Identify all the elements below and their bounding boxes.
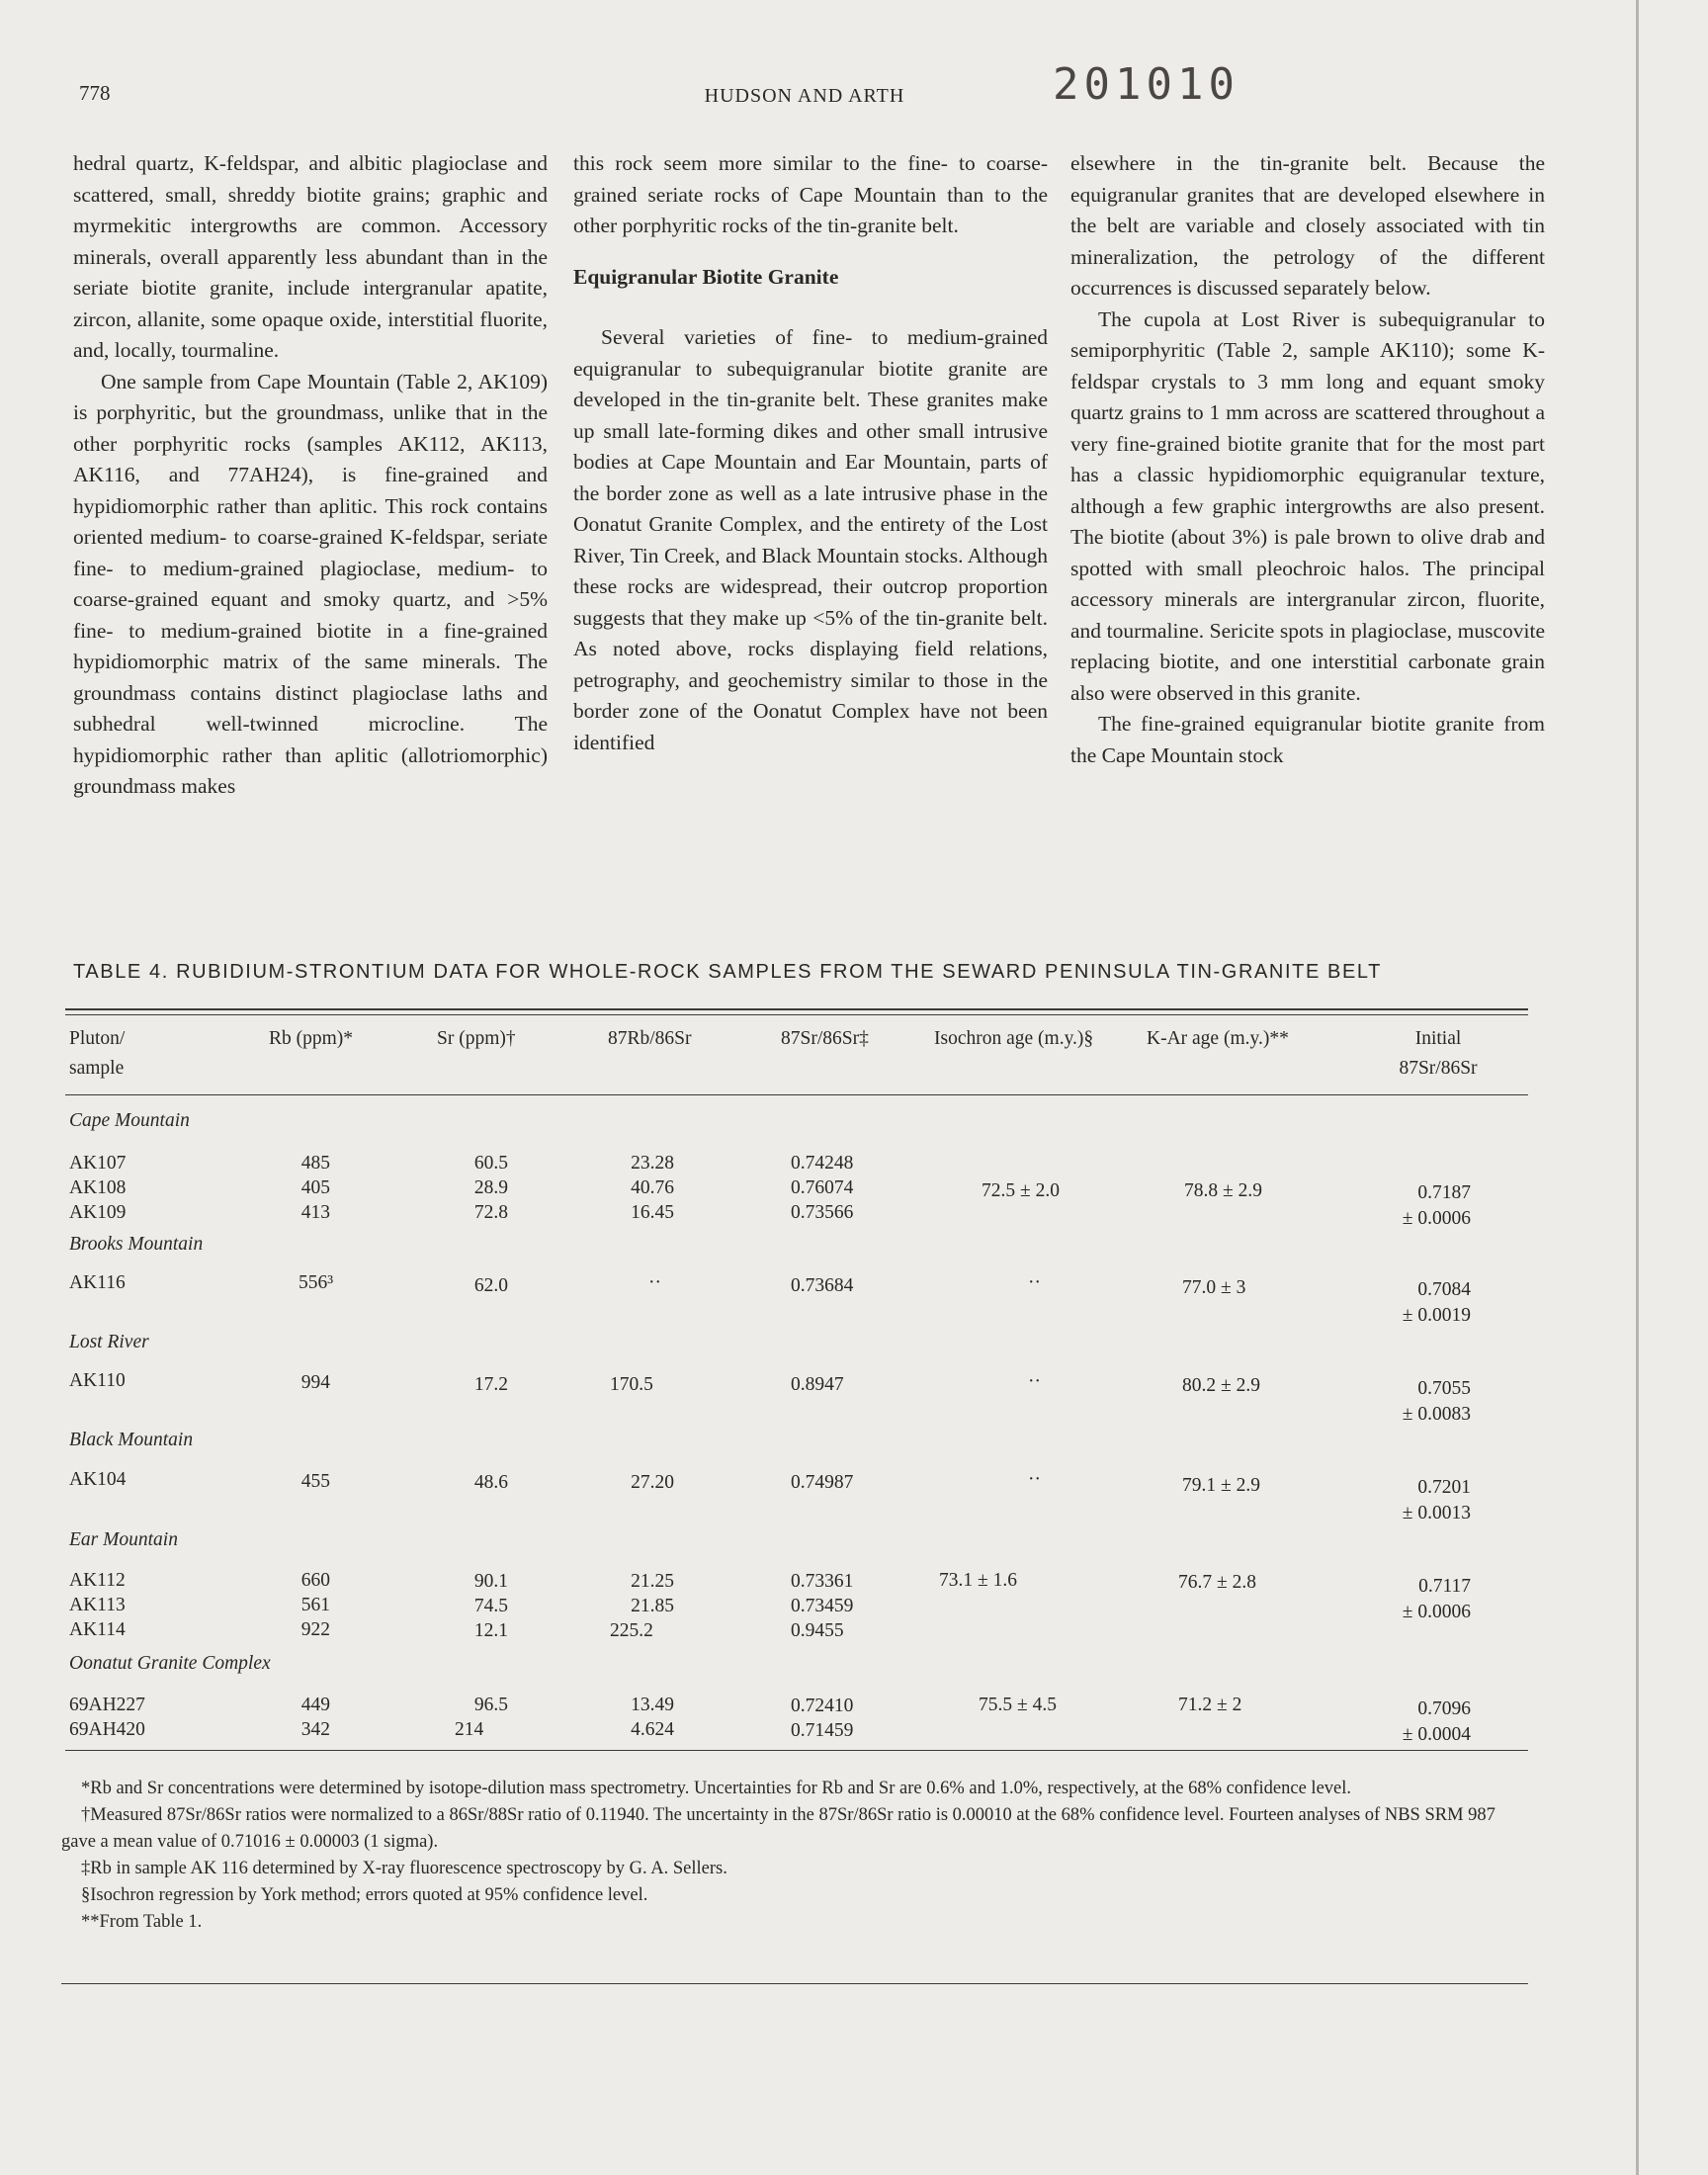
- table-footnotes: [61, 1776, 1524, 1936]
- table-bottom-rule: [65, 1750, 1528, 1751]
- iso-oonatut: 75.5 ± 4.5: [979, 1695, 1057, 1715]
- paragraph: elsewhere in the tin-granite belt. Because the equigranular granites that are developed elsewhere in the belt are variable and closely associated with tin mineralization, the petrology of the different occurrences is discussed separately below.: [1070, 151, 1545, 300]
- page-header: [79, 59, 1530, 121]
- sr-ak110: 17.2: [473, 1374, 508, 1395]
- sample-ak110: AK110: [69, 1370, 126, 1391]
- paragraph: The fine-grained equigranular biotite granite from the Cape Mountain stock: [1070, 712, 1545, 767]
- init-brooks: 0.7084: [1417, 1279, 1471, 1300]
- srsr-ak112: 0.73361: [791, 1571, 854, 1592]
- srsr-ak110: 0.8947: [791, 1374, 844, 1395]
- footnote: ‡Rb in sample AK 116 determined by X-ray fluorescence spectroscopy by G. A. Sellers.: [81, 1859, 727, 1878]
- rbsr-69ah227: 13.49: [631, 1695, 674, 1715]
- kar-ear: 76.7 ± 2.8: [1178, 1572, 1256, 1593]
- srsr-ak114: 0.9455: [791, 1620, 844, 1641]
- rbsr-ak109: 16.45: [631, 1202, 674, 1223]
- iso-brooks: ··: [1028, 1272, 1041, 1293]
- rb-ak107: 485: [300, 1153, 330, 1174]
- sr-ak114: 12.1: [473, 1620, 508, 1641]
- paragraph: this rock seem more similar to the fine- to coarse-grained seriate rocks of Cape Mountain than to the other porphyritic rocks of the tin-granite belt.: [573, 151, 1048, 237]
- init-cape: 0.7187: [1417, 1182, 1471, 1203]
- iso-cape: 72.5 ± 2.0: [982, 1180, 1060, 1201]
- stamp-number: 201010: [1053, 59, 1239, 110]
- header-sr: Sr (ppm)†: [437, 1028, 516, 1049]
- srsr-ak116: 0.73684: [791, 1275, 854, 1296]
- paragraph: Several varieties of fine- to medium-grained equigranular to subequigranular biotite granite are developed in the tin-granite belt. These granites make up small late-forming dikes and other small intrusive bodies at Cape Mountain and Ear Mountain, parts of the border zone as well as a late intrusive phase in the Oonatut Granite Complex, and the entirety of the Lost River, Tin Creek, and Black Mountain stocks. Although these rocks are widespread, their outcrop proportion suggests that they make up <5% of the tin-granite belt. As noted above, rocks displaying field relations, petrography, and geochemistry similar to those in the border zone of the Oonatut Complex have not been identified: [573, 325, 1048, 754]
- srsr-ak109: 0.73566: [791, 1202, 854, 1223]
- text-column-3: [1070, 148, 1545, 771]
- rbsr-ak112: 21.25: [631, 1571, 674, 1592]
- rb-ak109: 413: [300, 1202, 330, 1223]
- sr-ak116: 62.0: [473, 1275, 508, 1296]
- header-srsr: 87Sr/86Sr‡: [781, 1028, 869, 1049]
- group-black-mountain: Black Mountain: [69, 1430, 194, 1450]
- header-isochron: Isochron age (m.y.)§: [934, 1028, 1094, 1049]
- sample-ak109: AK109: [69, 1202, 127, 1223]
- sample-ak104: AK104: [69, 1469, 127, 1490]
- sr-ak109: 72.8: [473, 1202, 508, 1223]
- group-brooks-mountain: Brooks Mountain: [69, 1234, 204, 1255]
- kar-cape: 78.8 ± 2.9: [1184, 1180, 1262, 1201]
- sample-ak114: AK114: [69, 1619, 126, 1640]
- init-black: 0.7201: [1417, 1477, 1471, 1498]
- kar-lost: 80.2 ± 2.9: [1182, 1375, 1260, 1396]
- rb-ak116: 556³: [299, 1272, 334, 1293]
- paragraph: hedral quartz, K-feldspar, and albitic plagioclase and scattered, small, shreddy biotite grains; graphic and myrmekitic intergrowths are common. Accessory minerals, overall apparently less abundant than in the seriate biotite granite, include intergranular apatite, zircon, allanite, some opaque oxide, interstitial fluorite, and, locally, tourmaline.: [73, 151, 548, 362]
- header-kar: K-Ar age (m.y.)**: [1147, 1028, 1289, 1049]
- rb-69ah420: 342: [300, 1719, 330, 1740]
- footnote: **From Table 1.: [81, 1912, 203, 1932]
- init-err-oonatut: ± 0.0004: [1402, 1724, 1471, 1745]
- running-title: HUDSON AND ARTH: [704, 85, 905, 107]
- sr-ak107: 60.5: [473, 1153, 508, 1174]
- page-bottom-rule: [61, 1983, 1528, 1984]
- group-oonatut: Oonatut Granite Complex: [69, 1653, 271, 1674]
- srsr-ak113: 0.73459: [791, 1596, 854, 1616]
- sr-69ah227: 96.5: [473, 1695, 508, 1715]
- footnote: *Rb and Sr concentrations were determined by isotope-dilution mass spectrometry. Uncertainties for Rb and Sr are 0.6% and 1.0%, respectively, at the 68% confidence level.: [81, 1779, 1352, 1798]
- table-top-rule-2: [65, 1014, 1528, 1015]
- sr-ak112: 90.1: [473, 1571, 508, 1592]
- kar-black: 79.1 ± 2.9: [1182, 1475, 1260, 1496]
- sr-ak113: 74.5: [473, 1596, 508, 1616]
- kar-oonatut: 71.2 ± 2: [1178, 1695, 1242, 1715]
- init-oonatut: 0.7096: [1417, 1698, 1471, 1719]
- sample-69ah227: 69AH227: [69, 1695, 145, 1715]
- rbsr-ak113: 21.85: [631, 1596, 674, 1616]
- section-heading: Equigranular Biotite Granite: [573, 264, 839, 289]
- rb-ak110: 994: [300, 1372, 330, 1393]
- table-header-rule: [65, 1094, 1528, 1095]
- rbsr-ak114: 225.2: [610, 1620, 653, 1641]
- scan-edge-line: [1636, 0, 1639, 2175]
- rb-ak113: 561: [300, 1595, 330, 1615]
- table-top-rule: [65, 1008, 1528, 1010]
- iso-ear: 73.1 ± 1.6: [939, 1570, 1017, 1591]
- group-cape-mountain: Cape Mountain: [69, 1110, 190, 1131]
- page-number: 778: [79, 81, 111, 105]
- init-err-ear: ± 0.0006: [1402, 1602, 1471, 1622]
- footnote: §Isochron regression by York method; errors quoted at 95% confidence level.: [81, 1885, 648, 1905]
- rbsr-ak116: ··: [648, 1272, 661, 1293]
- kar-brooks: 77.0 ± 3: [1182, 1277, 1246, 1298]
- iso-black: ··: [1028, 1469, 1041, 1490]
- sample-ak107: AK107: [69, 1153, 127, 1174]
- srsr-ak107: 0.74248: [791, 1153, 854, 1174]
- init-ear: 0.7117: [1418, 1576, 1471, 1597]
- iso-lost: ··: [1028, 1371, 1041, 1392]
- srsr-ak104: 0.74987: [791, 1472, 854, 1493]
- rb-ak114: 922: [300, 1619, 330, 1640]
- rbsr-ak107: 23.28: [631, 1153, 674, 1174]
- header-pluton: Pluton/ sample: [69, 1028, 126, 1079]
- rb-ak108: 405: [300, 1177, 330, 1198]
- sample-ak116: AK116: [69, 1272, 126, 1293]
- text-column-1: [73, 148, 548, 803]
- sr-69ah420: 214: [455, 1719, 484, 1740]
- sample-ak112: AK112: [69, 1570, 126, 1591]
- init-err-lost: ± 0.0083: [1402, 1404, 1471, 1425]
- header-rb: Rb (ppm)*: [269, 1028, 354, 1049]
- sample-69ah420: 69AH420: [69, 1719, 145, 1740]
- table-caption: TABLE 4. RUBIDIUM-STRONTIUM DATA FOR WHOLE-ROCK SAMPLES FROM THE SEWARD PENINSULA TIN-GRANITE BELT: [73, 961, 1382, 983]
- rb-ak112: 660: [300, 1570, 330, 1591]
- header-initial: Initial 87Sr/86Sr: [1399, 1028, 1478, 1079]
- group-lost-river: Lost River: [69, 1332, 149, 1352]
- paragraph: One sample from Cape Mountain (Table 2, AK109) is porphyritic, but the groundmass, unlike that in the other porphyritic rocks (samples AK112, AK113, AK116, and 77AH24), is fine-grained and hypidiomorphic rather than aplitic. This rock contains oriented medium- to coarse-grained K-feldspar, seriate fine- to medium-grained plagioclase, medium- to coarse-grained equant and smoky quartz, and >5% fine- to medium-grained biotite in a fine-grained hypidiomorphic matrix of the same minerals. The groundmass contains distinct plagioclase laths and subhedral well-twinned microcline. The hypidiomorphic rather than aplitic (allotriomorphic) groundmass makes: [73, 369, 548, 798]
- init-err-black: ± 0.0013: [1402, 1503, 1471, 1523]
- header-rbsr: 87Rb/86Sr: [608, 1028, 692, 1049]
- rb-ak104: 455: [300, 1471, 330, 1492]
- srsr-69ah420: 0.71459: [791, 1720, 854, 1741]
- init-err-brooks: ± 0.0019: [1402, 1305, 1471, 1326]
- text-column-2: [573, 148, 1048, 758]
- srsr-ak108: 0.76074: [791, 1177, 854, 1198]
- sample-ak113: AK113: [69, 1595, 126, 1615]
- srsr-69ah227: 0.72410: [791, 1696, 854, 1716]
- rbsr-69ah420: 4.624: [631, 1719, 674, 1740]
- footnote: †Measured 87Sr/86Sr ratios were normalized to a 86Sr/88Sr ratio of 0.11940. The uncertainty in the 87Sr/86Sr ratio is 0.00010 at the 68% confidence level. Fourteen analyses of NBS SRM 987 gave a mean value of 0.71016 ± 0.00003 (1 sigma).: [61, 1805, 1495, 1852]
- rb-69ah227: 449: [300, 1695, 330, 1715]
- sr-ak108: 28.9: [473, 1177, 508, 1198]
- init-err-cape: ± 0.0006: [1402, 1208, 1471, 1229]
- group-ear-mountain: Ear Mountain: [69, 1529, 178, 1550]
- rbsr-ak108: 40.76: [631, 1177, 674, 1198]
- sample-ak108: AK108: [69, 1177, 127, 1198]
- sr-ak104: 48.6: [473, 1472, 508, 1493]
- rbsr-ak110: 170.5: [610, 1374, 653, 1395]
- rbsr-ak104: 27.20: [631, 1472, 674, 1493]
- init-lost: 0.7055: [1417, 1378, 1471, 1399]
- paragraph: The cupola at Lost River is subequigranular to semiporphyritic (Table 2, sample AK110); some K-feldspar crystals to 3 mm long and equant smoky quartz grains to 1 mm across are scattered throughout a very fine-grained biotite granite that for the most part has a classic hypidiomorphic equigranular texture, although a few graphic intergrowths are also present. The biotite (about 3%) is pale brown to olive drab and spotted with small pleochroic halos. The principal accessory minerals are intergranular zircon, fluorite, and tourmaline. Sericite spots in plagioclase, muscovite replacing biotite, and one interstitial carbonate grain also were observed in this granite.: [1070, 306, 1545, 705]
